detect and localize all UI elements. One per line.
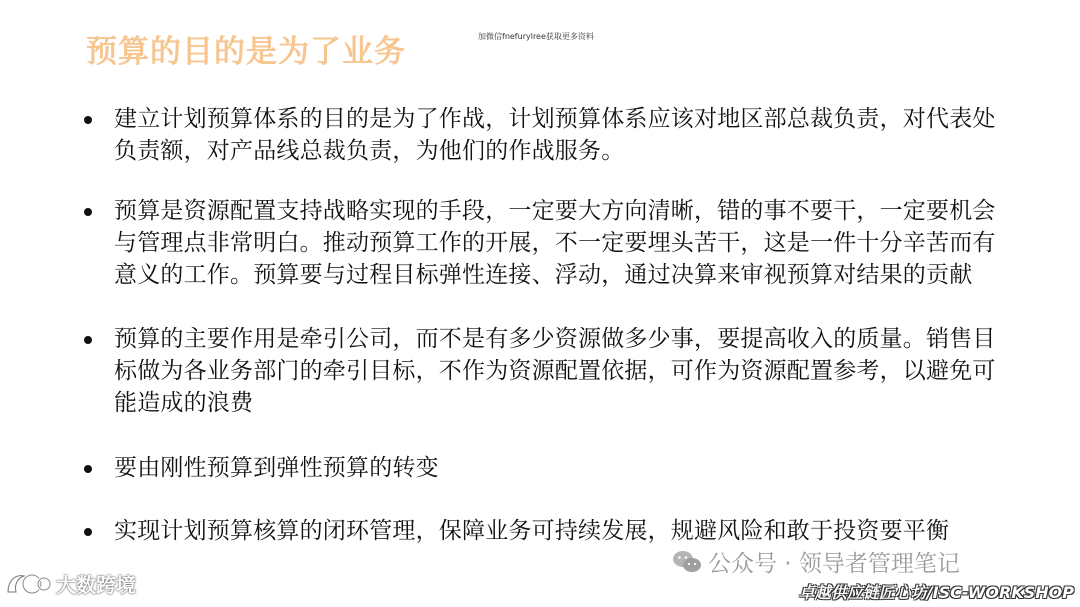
bullet-item — [84, 452, 1014, 484]
top-note: 加微信fnefurylree获取更多资料 — [478, 32, 594, 41]
watermark-left-text: 大数跨境 — [56, 573, 136, 597]
bullet-list — [84, 103, 1014, 547]
watermark-center-text: 公众号 · 领导者管理笔记 — [708, 551, 960, 577]
bullet-item — [84, 103, 1014, 167]
bullet-text: 预算是资源配置支持战略实现的手段，一定要大方向清晰，错的事不要干，一定要机会与管理点非常明白。推动预算工作的开展，不一定要埋头苦干，这是一件十分辛苦而有意义的工作。预算要与过程目标弹性连接、浮动，通过决算来审视预算对结果的贡献 — [114, 198, 996, 288]
bullet-text: 要由刚性预算到弹性预算的转变 — [114, 455, 439, 481]
bullet-dot-icon — [84, 208, 92, 216]
slide-title: 预算的目的是为了业务 — [86, 34, 406, 70]
bullet-dot-icon — [84, 116, 92, 124]
bullet-dot-icon — [84, 465, 92, 473]
bullet-item — [84, 515, 1014, 547]
bullet-item — [84, 323, 1014, 419]
bullet-text: 实现计划预算核算的闭环管理，保障业务可持续发展，规避风险和敢于投资要平衡 — [114, 518, 950, 544]
watermark-left — [4, 569, 136, 598]
bullet-dot-icon — [84, 528, 92, 536]
watermark-center — [672, 545, 960, 578]
bullet-text: 预算的主要作用是牵引公司，而不是有多少资源做多少事，要提高收入的质量。销售目标做为各业务部门的牵引目标，不作为资源配置依据，可作为资源配置参考，以避免可能造成的浪费 — [114, 326, 996, 416]
bullet-text: 建立计划预算体系的目的是为了作战，计划预算体系应该对地区部总裁负责，对代表处负责额，对产品线总裁负责，为他们的作战服务。 — [114, 106, 996, 164]
watermark-bottom-right: 卓越供应链匠心坊/ISC-WORKSHOP — [798, 583, 1074, 602]
ying-logo-icon — [4, 570, 52, 598]
wechat-icon — [672, 549, 702, 575]
bullet-dot-icon — [84, 336, 92, 344]
bullet-item — [84, 195, 1014, 291]
